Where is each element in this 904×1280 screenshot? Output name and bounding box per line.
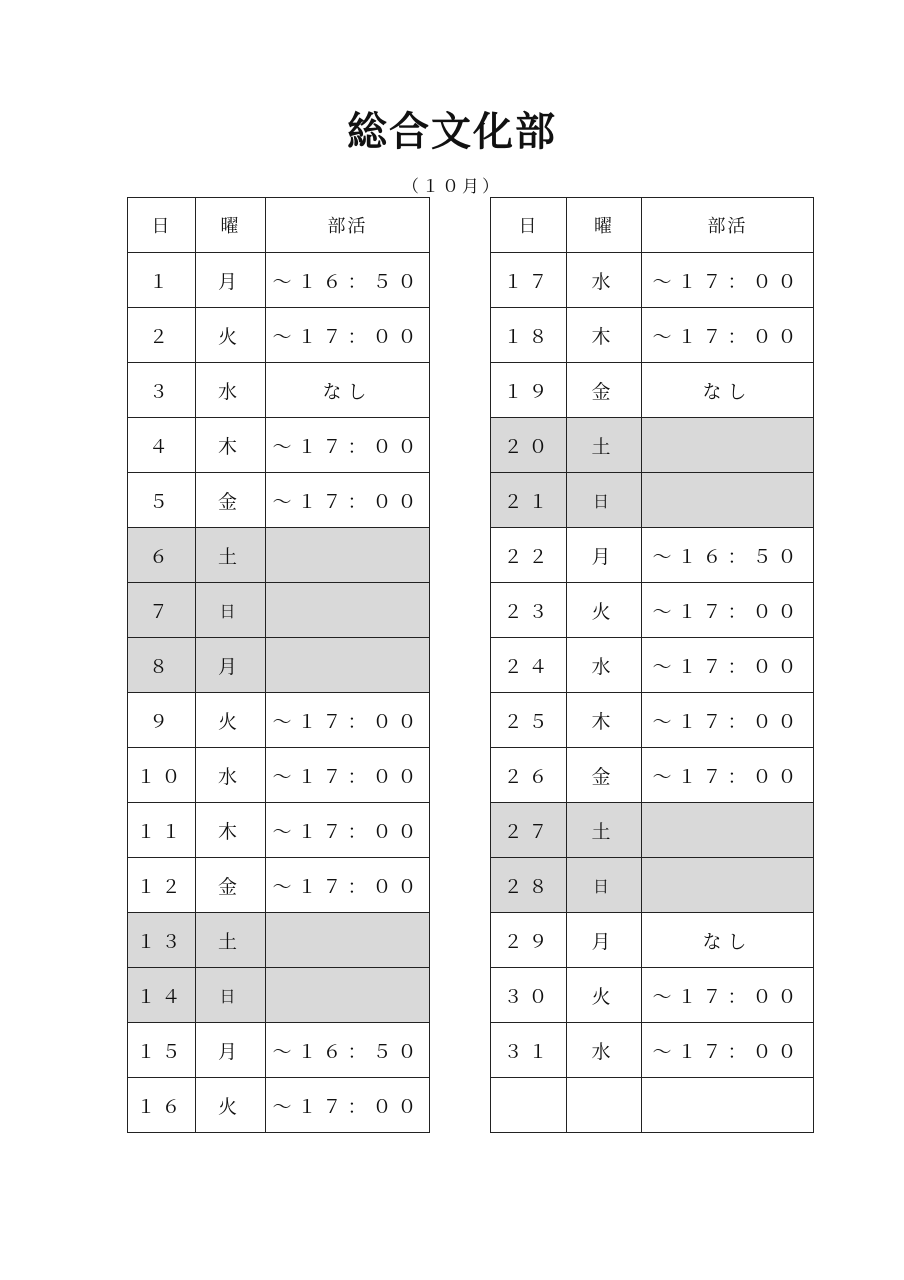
weekday-cell — [567, 1078, 642, 1133]
table-row — [128, 473, 430, 528]
weekday-cell: 金 — [567, 748, 642, 803]
weekday-cell: 木 — [196, 418, 266, 473]
club-time-cell: ～１７：００ — [266, 1078, 430, 1133]
day-cell: ２０ — [491, 418, 567, 473]
weekday-cell: 月 — [567, 913, 642, 968]
day-cell: ２４ — [491, 638, 567, 693]
weekday-cell: 土 — [567, 418, 642, 473]
table-row — [128, 308, 430, 363]
table-row — [128, 748, 430, 803]
weekday-cell: 金 — [567, 363, 642, 418]
club-time-cell: ～１７：００ — [642, 253, 814, 308]
table-row — [491, 858, 814, 913]
table-row — [491, 803, 814, 858]
club-time-cell — [642, 858, 814, 913]
club-time-cell: ～１７：００ — [266, 693, 430, 748]
page-title: 総合文化部 — [347, 108, 557, 155]
weekday-cell: 火 — [196, 308, 266, 363]
day-cell: １７ — [491, 253, 567, 308]
month-subtitle: （１０月） — [402, 177, 502, 197]
day-cell: １８ — [491, 308, 567, 363]
weekday-cell: 日 — [196, 583, 266, 638]
weekday-cell: 水 — [196, 363, 266, 418]
club-time-cell — [642, 418, 814, 473]
table-row — [491, 583, 814, 638]
table-row — [128, 363, 430, 418]
club-time-cell — [266, 968, 430, 1023]
weekday-cell: 月 — [567, 528, 642, 583]
table-row — [491, 1023, 814, 1078]
weekday-cell: 木 — [567, 693, 642, 748]
day-cell: ２８ — [491, 858, 567, 913]
weekday-cell: 土 — [196, 528, 266, 583]
header-club: 部活 — [266, 198, 430, 253]
table-row — [128, 418, 430, 473]
table-row — [491, 528, 814, 583]
club-time-cell: ～１６：５０ — [266, 253, 430, 308]
day-cell: ２７ — [491, 803, 567, 858]
table-row — [491, 418, 814, 473]
weekday-cell: 火 — [196, 1078, 266, 1133]
table-header-row — [491, 198, 814, 253]
day-cell: １４ — [128, 968, 196, 1023]
day-cell: １３ — [128, 913, 196, 968]
table-row — [128, 528, 430, 583]
club-time-cell: なし — [266, 363, 430, 418]
table-row — [491, 363, 814, 418]
weekday-cell: 水 — [567, 253, 642, 308]
weekday-cell: 日 — [567, 473, 642, 528]
weekday-cell: 月 — [196, 638, 266, 693]
day-cell: ２２ — [491, 528, 567, 583]
table-row — [128, 638, 430, 693]
table-row — [128, 1023, 430, 1078]
weekday-cell: 火 — [567, 968, 642, 1023]
club-time-cell — [266, 913, 430, 968]
day-cell: ２５ — [491, 693, 567, 748]
club-time-cell: ～１７：００ — [642, 638, 814, 693]
table-row — [491, 473, 814, 528]
club-time-cell: ～１７：００ — [266, 748, 430, 803]
table-row — [128, 858, 430, 913]
club-time-cell: ～１７：００ — [266, 308, 430, 363]
club-time-cell — [642, 803, 814, 858]
day-cell: １６ — [128, 1078, 196, 1133]
table-row — [491, 253, 814, 308]
club-time-cell: なし — [642, 913, 814, 968]
weekday-cell: 土 — [567, 803, 642, 858]
table-row — [491, 913, 814, 968]
header-day: 日 — [128, 198, 196, 253]
day-cell: ３１ — [491, 1023, 567, 1078]
table-header-row — [128, 198, 430, 253]
club-time-cell: ～１７：００ — [642, 748, 814, 803]
header-weekday: 曜 — [196, 198, 266, 253]
club-time-cell: なし — [642, 363, 814, 418]
table-row — [128, 693, 430, 748]
table-row — [491, 1078, 814, 1133]
header-club: 部活 — [642, 198, 814, 253]
day-cell: ６ — [128, 528, 196, 583]
weekday-cell: 土 — [196, 913, 266, 968]
table-row — [491, 638, 814, 693]
table-row — [128, 583, 430, 638]
weekday-cell: 水 — [567, 1023, 642, 1078]
table-row — [128, 253, 430, 308]
club-time-cell: ～１７：００ — [266, 803, 430, 858]
weekday-cell: 水 — [196, 748, 266, 803]
day-cell: １ — [128, 253, 196, 308]
day-cell: ９ — [128, 693, 196, 748]
table-row — [128, 913, 430, 968]
club-time-cell: ～１７：００ — [642, 1023, 814, 1078]
club-time-cell: ～１６：５０ — [266, 1023, 430, 1078]
day-cell: ３ — [128, 363, 196, 418]
day-cell: １０ — [128, 748, 196, 803]
club-time-cell — [642, 1078, 814, 1133]
club-time-cell: ～１７：００ — [642, 693, 814, 748]
club-time-cell: ～１６：５０ — [642, 528, 814, 583]
day-cell: ３０ — [491, 968, 567, 1023]
club-time-cell — [266, 583, 430, 638]
header-day: 日 — [491, 198, 567, 253]
day-cell: ２９ — [491, 913, 567, 968]
day-cell: ２１ — [491, 473, 567, 528]
weekday-cell: 月 — [196, 253, 266, 308]
weekday-cell: 木 — [196, 803, 266, 858]
club-time-cell: ～１７：００ — [266, 858, 430, 913]
weekday-cell: 日 — [196, 968, 266, 1023]
day-cell — [491, 1078, 567, 1133]
club-time-cell: ～１７：００ — [642, 968, 814, 1023]
day-cell: １９ — [491, 363, 567, 418]
table-row — [491, 748, 814, 803]
day-cell: ２ — [128, 308, 196, 363]
table-row — [128, 1078, 430, 1133]
club-time-cell — [642, 473, 814, 528]
weekday-cell: 水 — [567, 638, 642, 693]
weekday-cell: 日 — [567, 858, 642, 913]
day-cell: ４ — [128, 418, 196, 473]
day-cell: ２３ — [491, 583, 567, 638]
table-row — [491, 968, 814, 1023]
club-time-cell — [266, 638, 430, 693]
club-time-cell: ～１７：００ — [642, 583, 814, 638]
weekday-cell: 木 — [567, 308, 642, 363]
day-cell: ５ — [128, 473, 196, 528]
club-time-cell: ～１７：００ — [266, 473, 430, 528]
table-row — [128, 803, 430, 858]
club-time-cell: ～１７：００ — [266, 418, 430, 473]
weekday-cell: 金 — [196, 858, 266, 913]
table-row — [491, 693, 814, 748]
day-cell: １２ — [128, 858, 196, 913]
day-cell: ８ — [128, 638, 196, 693]
day-cell: ２６ — [491, 748, 567, 803]
weekday-cell: 火 — [196, 693, 266, 748]
club-time-cell: ～１７：００ — [642, 308, 814, 363]
day-cell: ７ — [128, 583, 196, 638]
day-cell: １５ — [128, 1023, 196, 1078]
schedule-table-right — [490, 197, 814, 1133]
table-row — [128, 968, 430, 1023]
day-cell: １１ — [128, 803, 196, 858]
weekday-cell: 火 — [567, 583, 642, 638]
weekday-cell: 月 — [196, 1023, 266, 1078]
table-row — [491, 308, 814, 363]
schedule-table-left — [127, 197, 430, 1133]
club-time-cell — [266, 528, 430, 583]
weekday-cell: 金 — [196, 473, 266, 528]
header-weekday: 曜 — [567, 198, 642, 253]
